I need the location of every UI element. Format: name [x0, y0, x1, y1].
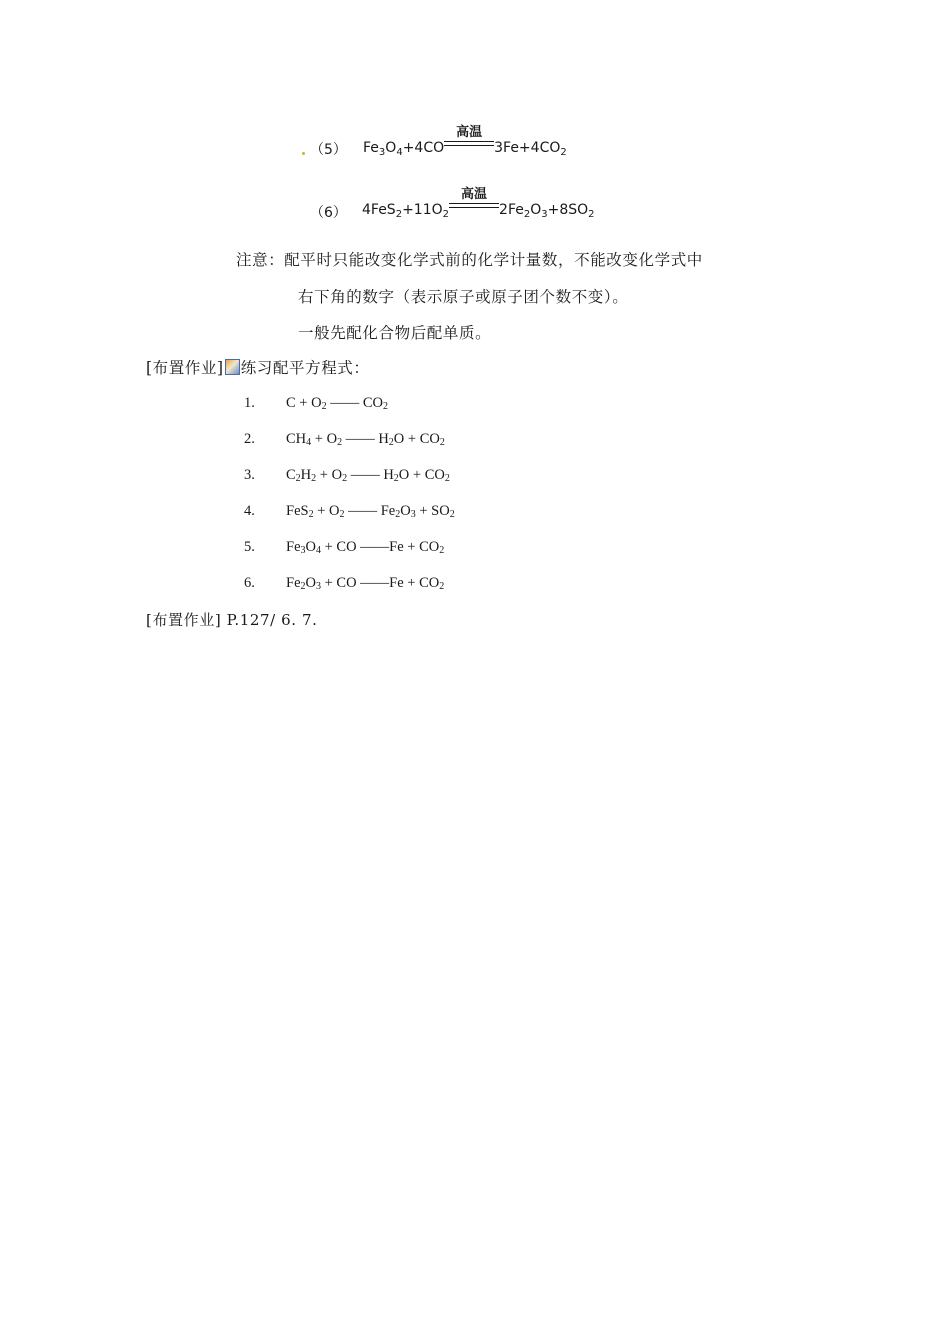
- formula-text: O + CO: [393, 431, 440, 447]
- subscript: 2: [560, 147, 567, 158]
- formula-text: Fe: [286, 539, 301, 555]
- subscript: 2: [339, 509, 345, 520]
- reaction-5-equation: [363, 125, 567, 158]
- stray-dot-mark: [302, 152, 305, 155]
- formula-text: Fe: [363, 140, 379, 156]
- formula-text: O: [385, 140, 397, 156]
- subscript: 2: [321, 401, 327, 412]
- formula-text: 3Fe+4CO: [494, 140, 561, 156]
- assignment-tag: [布置作业]: [146, 359, 224, 377]
- reaction-6-equation: [362, 187, 595, 220]
- subscript: 2: [308, 509, 314, 520]
- formula-text: + SO: [415, 503, 450, 519]
- reaction-5-label: （5）: [310, 142, 347, 158]
- exercise-number: 6.: [244, 575, 255, 591]
- note-line-2: 右下角的数字（表示原子或原子团个数不变）。: [298, 288, 629, 306]
- subscript: 2: [444, 473, 450, 484]
- subscript: 2: [393, 473, 399, 484]
- exercise-item-4: [244, 503, 455, 520]
- exercise-equation: [286, 467, 450, 484]
- formula-text: O: [400, 503, 411, 519]
- exercise-number: 3.: [244, 467, 255, 483]
- assignment-heading: [146, 356, 370, 378]
- homework-picture-icon: [225, 359, 240, 375]
- formula-text: + O: [313, 503, 340, 519]
- exercise-item-6: [244, 575, 445, 592]
- exercise-item-1: [244, 395, 388, 412]
- formula-text: —— CO: [326, 395, 383, 411]
- subscript: 2: [395, 209, 403, 220]
- subscript: 2: [588, 209, 595, 220]
- subscript: 2: [342, 473, 348, 484]
- subscript: 3: [315, 581, 321, 592]
- exercise-equation: [286, 539, 444, 556]
- subscript: 2: [388, 437, 394, 448]
- formula-text: +4CO: [402, 140, 445, 156]
- subscript: 2: [439, 545, 445, 556]
- note-line-3: 一般先配化合物后配单质。: [298, 324, 492, 342]
- subscript: 2: [337, 437, 343, 448]
- exercise-number: 5.: [244, 539, 255, 555]
- formula-text: + O: [311, 431, 338, 447]
- subscript: 4: [315, 545, 321, 556]
- condition-label: 高温: [461, 187, 488, 202]
- formula-text: CH: [286, 431, 307, 447]
- formula-text: +8SO: [547, 202, 589, 218]
- formula-text: FeS: [286, 503, 309, 519]
- subscript: 2: [439, 581, 445, 592]
- formula-text: 2Fe: [499, 202, 524, 218]
- reaction-6-label: （6）: [310, 205, 347, 221]
- exercise-equation: [286, 575, 444, 592]
- formula-text: + O: [316, 467, 343, 483]
- formula-text: —— H: [347, 467, 394, 483]
- subscript: 2: [442, 209, 450, 220]
- formula-text: Fe: [286, 575, 301, 591]
- subscript: 2: [300, 581, 306, 592]
- subscript: 3: [378, 147, 386, 158]
- formula-text: O: [305, 575, 316, 591]
- subscript: 4: [306, 437, 312, 448]
- exercise-item-2: [244, 431, 445, 448]
- formula-text: + CO ——Fe + CO: [320, 539, 440, 555]
- exercise-number: 4.: [244, 503, 255, 519]
- condition-label: 高温: [456, 125, 483, 140]
- subscript: 2: [311, 473, 317, 484]
- subscript: 2: [382, 401, 388, 412]
- formula-text: C: [286, 467, 296, 483]
- formula-text: C + O: [286, 395, 322, 411]
- assignment-page-reference: [布置作业] P.127/ 6. 7.: [146, 611, 318, 629]
- exercise-equation: [286, 395, 388, 412]
- exercise-number: 1.: [244, 395, 255, 411]
- formula-text: —— Fe: [344, 503, 396, 519]
- formula-text: —— H: [342, 431, 389, 447]
- subscript: 3: [300, 545, 306, 556]
- assignment-text: 练习配平方程式：: [240, 359, 370, 377]
- high-temp-condition: [444, 125, 494, 152]
- subscript: 2: [449, 509, 455, 520]
- note-line-1: 注意：配平时只能改变化学式前的化学计量数，不能改变化学式中: [236, 251, 703, 269]
- formula-text: H: [300, 467, 312, 483]
- equals-sign: [449, 203, 499, 208]
- subscript: 2: [295, 473, 301, 484]
- equals-sign: [444, 141, 494, 146]
- subscript: 3: [541, 209, 548, 220]
- subscript: 2: [523, 209, 531, 220]
- exercise-equation: [286, 503, 455, 520]
- subscript: 2: [439, 437, 445, 448]
- formula-text: + CO ——Fe + CO: [320, 575, 440, 591]
- formula-text: O + CO: [398, 467, 445, 483]
- formula-text: 4FeS: [362, 202, 396, 218]
- exercise-item-3: [244, 467, 450, 484]
- formula-text: +11O: [402, 202, 443, 218]
- formula-text: O: [530, 202, 542, 218]
- subscript: 2: [395, 509, 401, 520]
- subscript: 3: [410, 509, 416, 520]
- formula-text: O: [305, 539, 316, 555]
- subscript: 4: [396, 147, 403, 158]
- exercise-number: 2.: [244, 431, 255, 447]
- exercise-item-5: [244, 539, 445, 556]
- exercise-equation: [286, 431, 445, 448]
- high-temp-condition: [449, 187, 499, 214]
